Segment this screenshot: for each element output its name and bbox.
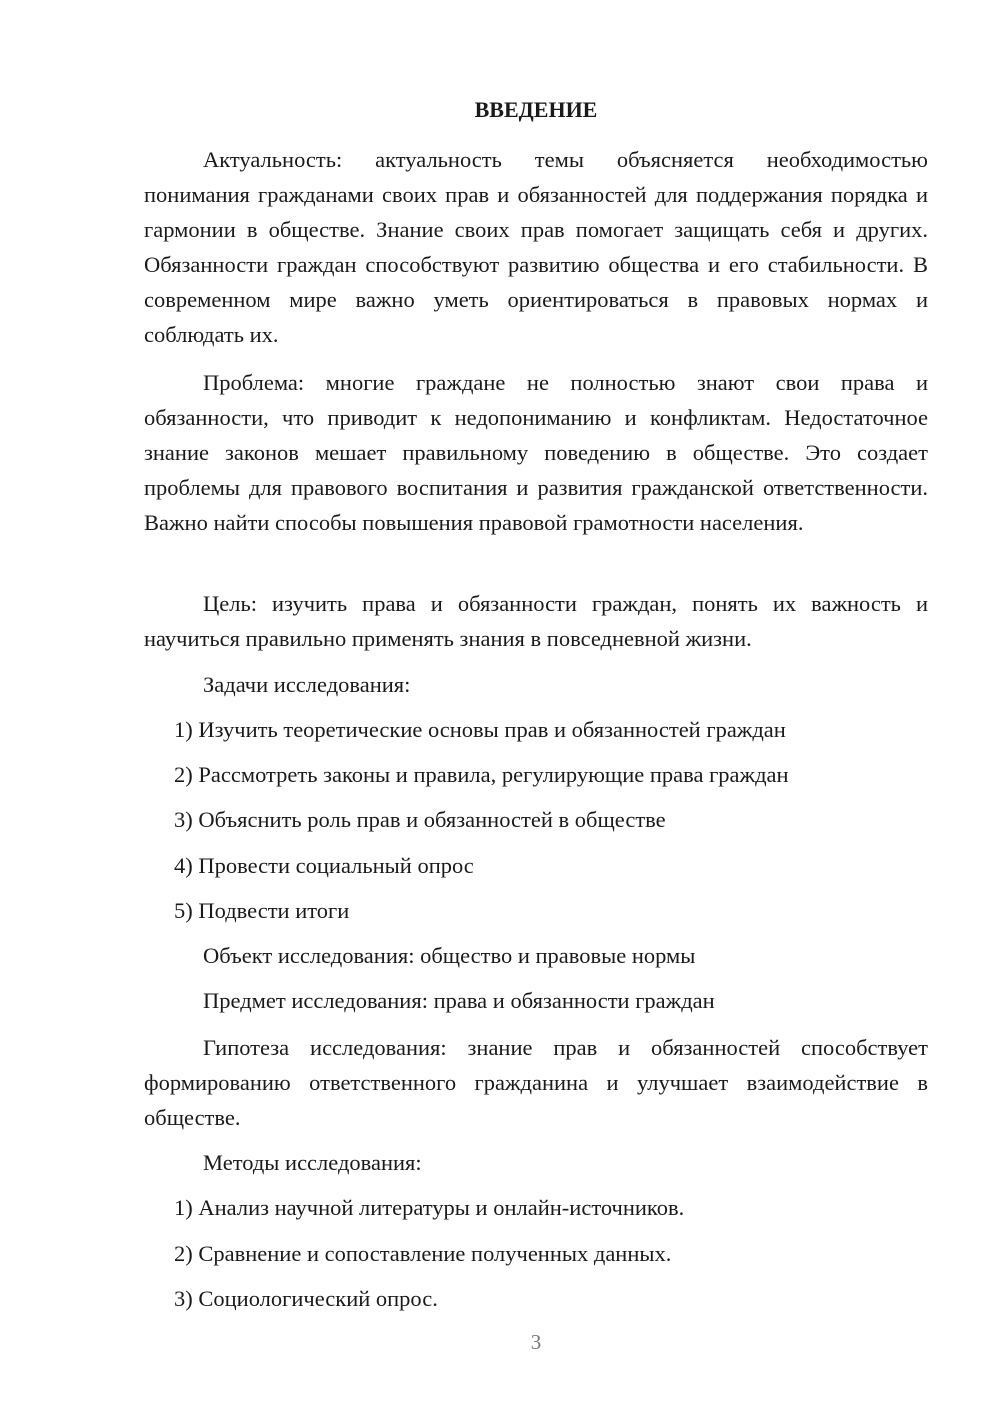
method-item: 2) Сравнение и сопоставление полученных данных. [174, 1241, 672, 1266]
page-number: 3 [530, 1330, 542, 1354]
document-page [144, 0, 928, 1414]
object-line: Объект исследования: общество и правовые нормы [203, 943, 696, 968]
methods-title: Методы исследования: [203, 1150, 422, 1175]
goal-paragraph: Цель: изучить права и обязанности граждан, понять их важность и научиться правильно применять знания в повседневной жизни. [144, 591, 928, 651]
relevance-paragraph: Актуальность: актуальность темы объясняется необходимостью понимания гражданами своих прав и обязанностей для поддержания порядка и гармонии в обществе. Знание своих прав помогает защищать себя и других. Обязанности граждан способствуют развитию общества и его стабильности. В современном мире важно уметь ориентироваться в правовых нормах и соблюдать их. [144, 147, 928, 347]
task-item: 5) Подвести итоги [174, 898, 350, 923]
method-item: 1) Анализ научной литературы и онлайн-источников. [174, 1195, 685, 1220]
task-item: 1) Изучить теоретические основы прав и обязанностей граждан [174, 717, 786, 742]
subject-line: Предмет исследования: права и обязанности граждан [203, 988, 715, 1013]
page-title: ВВЕДЕНИЕ [474, 97, 598, 122]
problem-paragraph: Проблема: многие граждане не полностью знают свои права и обязанности, что приводит к недопониманию и конфликтам. Недостаточное знание законов мешает правильному поведению в обществе. Это создает проблемы для правового воспитания и развития гражданской ответственности. Важно найти способы повышения правовой грамотности населения. [144, 370, 928, 535]
task-item: 3) Объяснить роль прав и обязанностей в обществе [174, 807, 666, 832]
tasks-title: Задачи исследования: [203, 672, 411, 697]
method-item: 3) Социологический опрос. [174, 1286, 438, 1311]
task-item: 2) Рассмотреть законы и правила, регулирующие права граждан [174, 762, 789, 787]
hypothesis-paragraph: Гипотеза исследования: знание прав и обязанностей способствует формированию ответственного гражданина и улучшает взаимодействие в обществе. [144, 1035, 928, 1130]
task-item: 4) Провести социальный опрос [174, 853, 474, 878]
